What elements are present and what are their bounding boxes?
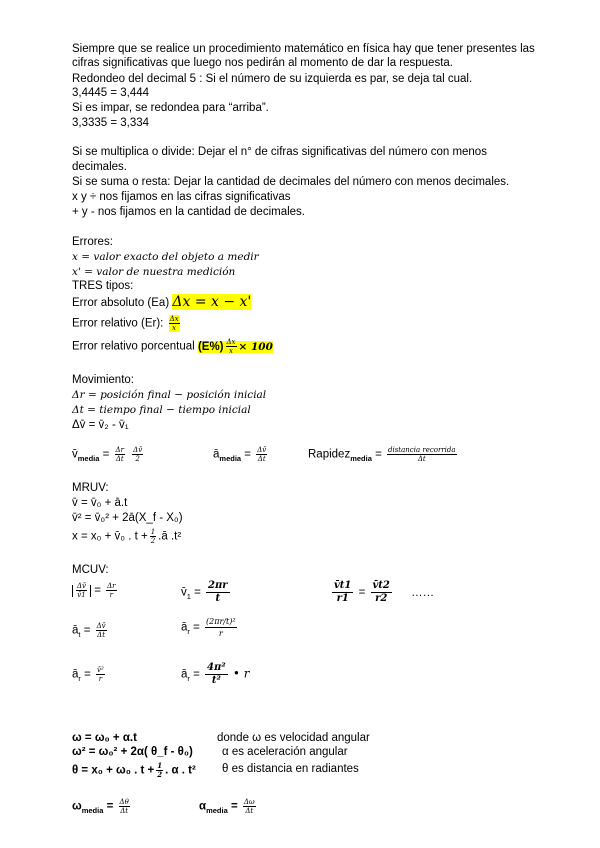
errores-def-x: x = valor exacto del objeto a medir xyxy=(72,251,259,263)
intro-line-5: Si es impar, se redondea para “arriba”. xyxy=(72,102,269,114)
error-absoluto-formula: Δx = x − x' xyxy=(172,294,252,310)
rules-line-4: x y ÷ nos fijamos en las cifras significativas xyxy=(72,191,291,203)
mcuv-title: MCUV: xyxy=(72,564,109,576)
error-relativo-label: Error relativo (Er): xyxy=(72,317,164,330)
errores-title: Errores: xyxy=(72,236,113,248)
mruv-eq-1: v̄ = v̄₀ + ā.t xyxy=(72,497,128,509)
rules-line-1: Si se multiplica o divide: Dejar el n° de cifras significativas del número con menos xyxy=(72,146,487,158)
aceleracion-media: $ā_{media}$ = $\frac{\Delta v̄}{\Delta t}$ xyxy=(213,446,267,463)
omega-media: $\omega_{media}$ = $\frac{\Delta\theta}{\Delta t}$ xyxy=(72,798,129,815)
mcuv-ar-4pi: $ā_r$ = $\frac{\text{4π²}}{\text{t²}}$ • r xyxy=(181,662,250,686)
movimiento-delta-t: Δt = tiempo final − tiempo inicial xyxy=(72,404,251,416)
mcuv-ratio: $\frac{\Delta v̄}{v̄1}$ = $\frac{\Delta r}{r}$ xyxy=(72,582,119,599)
mruv-eq-3: x = x₀ + v̄₀ . t + $\frac{1}{2}$ .ā .t² xyxy=(72,528,182,545)
angular-eq-3: θ = x₀ + ω₀ . t + $\frac{1}{2}$ . α . t² xyxy=(72,761,196,779)
angular-desc-2: α es aceleración angular xyxy=(222,746,348,758)
rules-line-2: decimales. xyxy=(72,161,127,173)
rapidez-media: Rapidez$_{media}$ = $\frac{\text{distancia recorrida}}{\Delta t}$ xyxy=(308,446,456,463)
alpha-media: $\alpha_{media}$ = $\frac{\Delta\omega}{\Delta t}$ xyxy=(199,798,255,815)
errores-def-xprime: x' = valor de nuestra medición xyxy=(72,266,236,278)
angular-eq-2: ω² = ω₀² + 2α( θ_f - θ₀) xyxy=(72,746,193,758)
velocidad-media: $v̄_{media}$ = $\frac{\Delta r}{\Delta t}$ $\frac{\Delta v̄}{2}$ xyxy=(72,446,143,463)
error-porcentual xyxy=(72,338,273,355)
error-absoluto xyxy=(72,295,251,311)
angular-desc-3: θ es distancia en radiantes xyxy=(222,763,359,775)
mcuv-ratio-equality: $\frac{v̄t1}{r1}$ = $\frac{v̄t2}{r2}$ …… xyxy=(334,580,435,604)
movimiento-title: Movimiento: xyxy=(72,374,134,386)
intro-line-2: cifras significativas que luego nos pedirán al momento de dar la respuesta. xyxy=(72,57,453,69)
mcuv-at: $ā_t$ = $\frac{\Delta v̄}{\Delta t}$ xyxy=(72,622,106,639)
intro-line-4: 3,4445 = 3,444 xyxy=(72,87,150,99)
intro-line-6: 3,3335 = 3,334 xyxy=(72,117,150,129)
error-porcentual-formula: (E%) $\frac{\Delta x}{x}$ × 100 xyxy=(197,338,273,355)
intro-line-1: Siempre que se realice un procedimiento matemático en física hay que tener presentes las xyxy=(72,43,535,55)
movimiento-delta-r: Δr = posición final − posición inicial xyxy=(72,389,267,401)
mcuv-v1: $v̄_1$ = $\frac{2\pi r}{t}$ xyxy=(181,580,228,604)
mcuv-ar: $ā_r$ = $\frac{\text{(2πr/t)²}}{r}$ xyxy=(181,617,236,638)
angular-desc-1: donde ω es velocidad angular xyxy=(217,732,370,744)
mruv-eq-2: v̄² = v̄₀² + 2ā(X_f - X₀) xyxy=(72,512,183,524)
movimiento-delta-v: Δv̄ = v̄₂ - v̄₁ xyxy=(72,419,129,431)
errores-tipos: TRES tipos: xyxy=(72,280,134,292)
mruv-title: MRUV: xyxy=(72,482,109,494)
error-absoluto-label: Error absoluto (Ea) xyxy=(72,297,170,309)
error-porcentual-label: Error relativo porcentual xyxy=(72,340,195,353)
mcuv-ar-v2: $ā_r$ = $\frac{\text{v̄²}}{r}$ xyxy=(72,666,104,683)
intro-line-3: Redondeo del decimal 5 : Si el número de su izquierda es par, se deja tal cual. xyxy=(72,73,473,85)
rules-line-3: Si se suma o resta: Dejar la cantidad de decimales del número con menos decimales. xyxy=(72,176,510,188)
angular-eq-1: ω = ω₀ + α.t xyxy=(72,732,137,744)
error-relativo xyxy=(72,315,182,332)
rules-line-5: + y - nos fijamos en la cantidad de decimales. xyxy=(72,206,305,218)
error-relativo-fraction: $\frac{\Delta x}{x}$ xyxy=(169,315,179,332)
